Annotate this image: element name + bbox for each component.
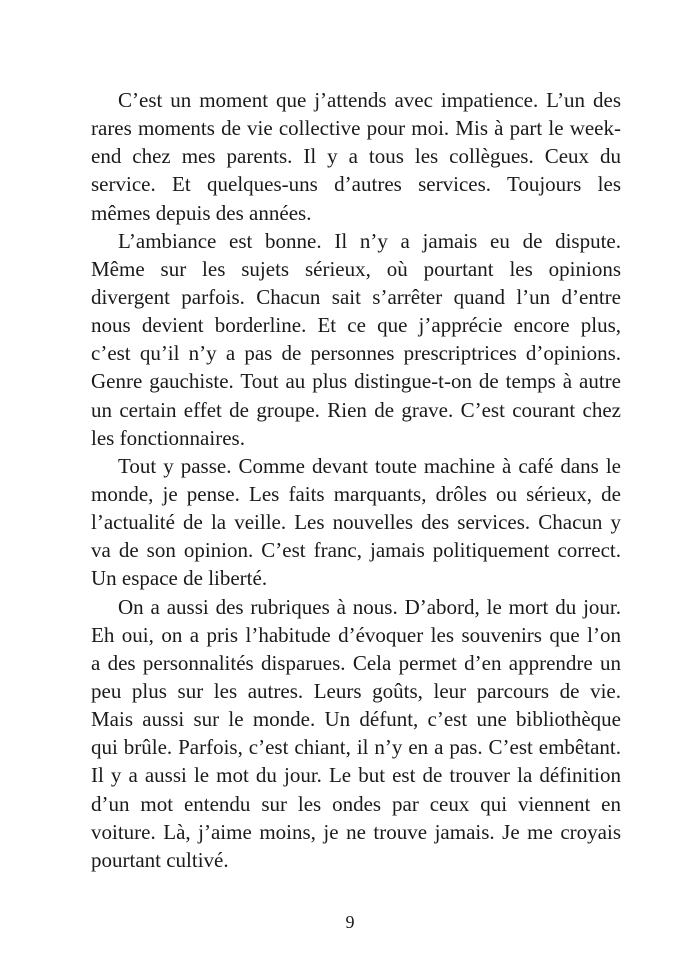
text-line: d’un mot entendu sur les ondes par ceux qui viennent en xyxy=(91,791,621,816)
text-line: a des personnalités disparues. Cela permet d’en apprendre un xyxy=(91,650,621,675)
text-line: rares moments de vie collective pour moi. Mis à part le week- xyxy=(91,116,621,141)
text-line: Genre gauchiste. Tout au plus distingue-t-on de temps à autre xyxy=(91,369,621,394)
text-line: Même sur les sujets sérieux, où pourtant les opinions xyxy=(91,256,621,281)
text-line: va de son opinion. C’est franc, jamais politiquement correct. xyxy=(91,538,621,563)
page-number: 9 xyxy=(345,912,355,932)
text-line: nous devient borderline. Et ce que j’apprécie encore plus, xyxy=(91,313,621,338)
text-line: voiture. Là, j’aime moins, je ne trouve jamais. Je me croyais xyxy=(91,819,621,844)
text-line: c’est qu’il n’y a pas de personnes prescriptrices d’opinions. xyxy=(91,341,621,366)
text-line: peu plus sur les autres. Leurs goûts, leur parcours de vie. xyxy=(91,678,621,703)
text-line: service. Et quelques-uns d’autres services. Toujours les xyxy=(91,172,621,197)
paragraph xyxy=(91,86,621,227)
paragraph xyxy=(91,593,621,874)
paragraph xyxy=(91,452,621,593)
text-line: divergent parfois. Chacun sait s’arrêter quand l’un d’entre xyxy=(91,284,621,309)
text-line: L’ambiance est bonne. Il n’y a jamais eu de dispute. xyxy=(118,228,621,253)
text-line: qui brûle. Parfois, c’est chiant, il n’y en a pas. C’est embêtant. xyxy=(91,735,621,760)
page-body xyxy=(91,86,621,874)
text-line: C’est un moment que j’attends avec impatience. L’un des xyxy=(118,88,621,112)
text-line: monde, je pense. Les faits marquants, drôles ou sérieux, de xyxy=(91,481,621,506)
text-line: les fonctionnaires. xyxy=(91,425,245,450)
text-line: l’actualité de la veille. Les nouvelles des services. Chacun y xyxy=(91,510,621,535)
text-line: pourtant cultivé. xyxy=(91,847,229,872)
text-line: Il y a aussi le mot du jour. Le but est de trouver la définition xyxy=(91,763,621,788)
text-line: Tout y passe. Comme devant toute machine à café dans le xyxy=(118,453,621,478)
text-line: mêmes depuis des années. xyxy=(91,200,312,225)
text-line: un certain effet de groupe. Rien de grave. C’est courant chez xyxy=(91,397,621,422)
text-line: Un espace de liberté. xyxy=(91,566,268,591)
text-line: end chez mes parents. Il y a tous les collègues. Ceux du xyxy=(91,144,621,169)
text-line: On a aussi des rubriques à nous. D’abord, le mort du jour. xyxy=(118,594,621,619)
text-line: Eh oui, on a pris l’habitude d’évoquer les souvenirs que l’on xyxy=(91,622,621,647)
text-line: Mais aussi sur le monde. Un défunt, c’est une bibliothèque xyxy=(91,707,621,732)
paragraph xyxy=(91,227,621,452)
